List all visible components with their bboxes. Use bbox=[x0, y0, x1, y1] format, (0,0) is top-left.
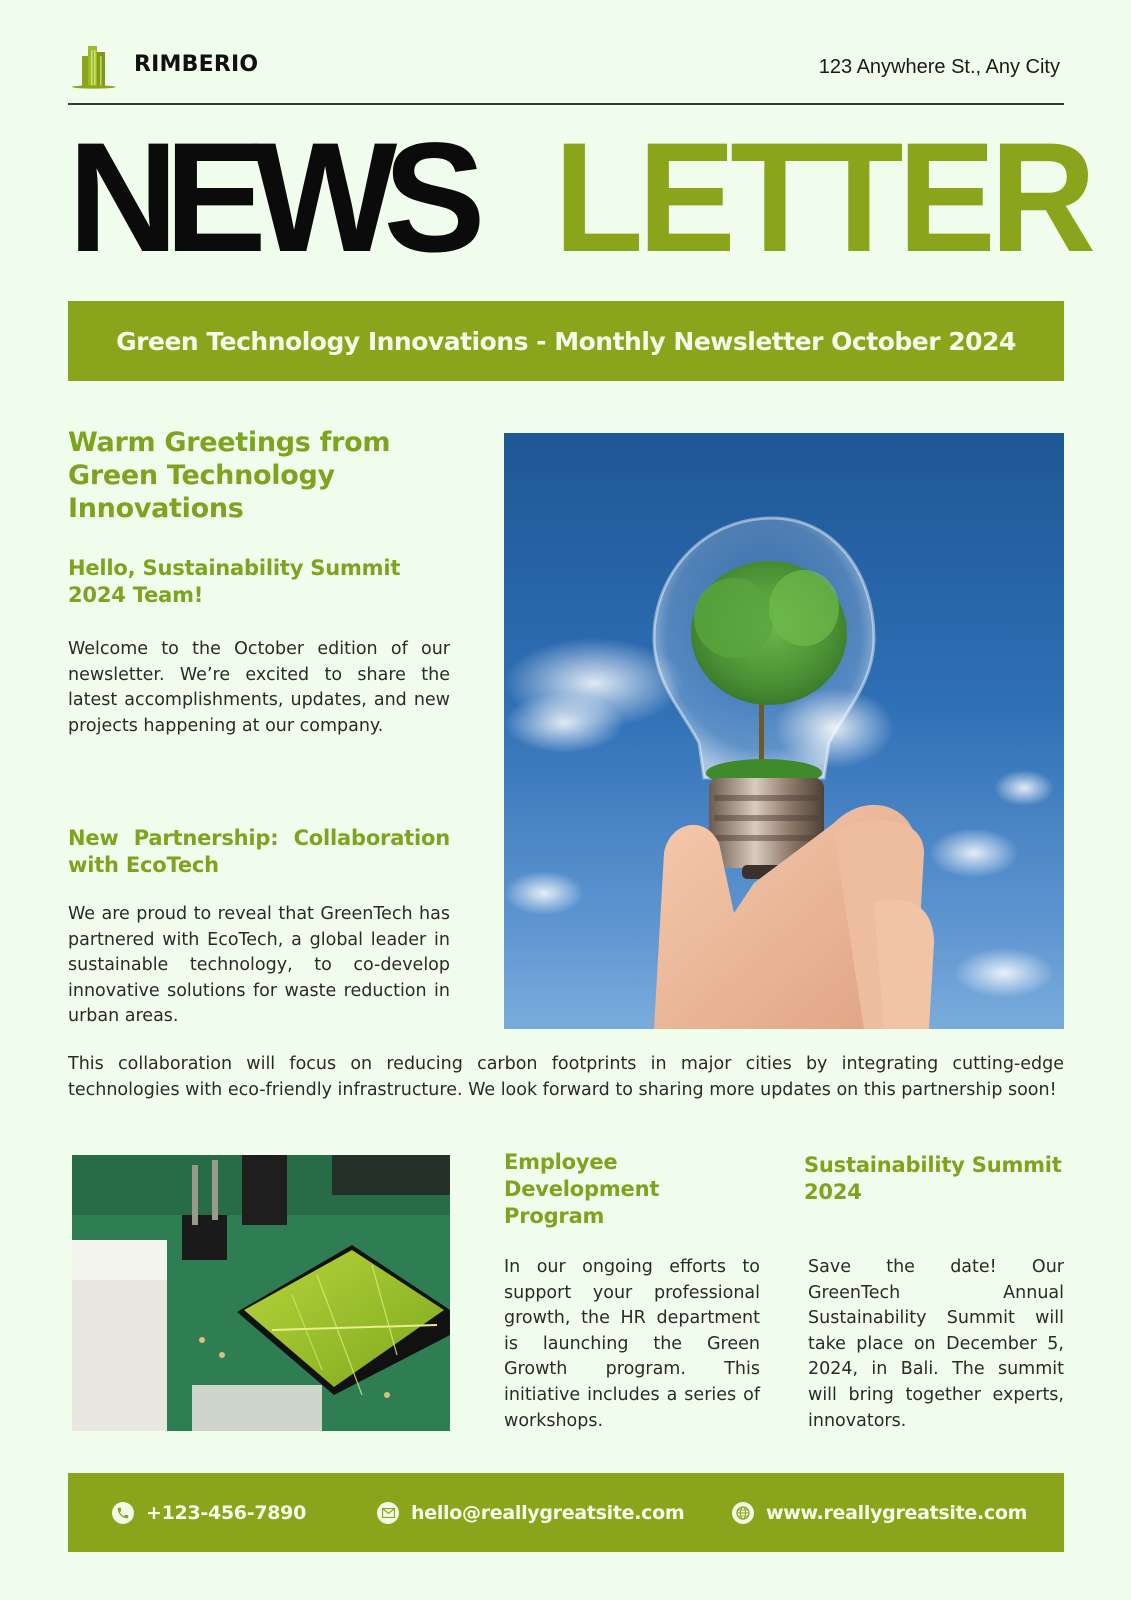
globe-icon bbox=[732, 1502, 754, 1524]
greeting-subtitle: Hello, Sustainability Summit 2024 Team! bbox=[68, 556, 401, 607]
masthead-news: NEWS bbox=[68, 111, 472, 285]
email-address: hello@reallygreatsite.com bbox=[411, 1501, 685, 1524]
greeting-title: Warm Greetings from Green Technology Innovations bbox=[68, 427, 391, 524]
masthead-title bbox=[68, 111, 1091, 285]
employee-program-paragraph: In our ongoing efforts to support your professional growth, the HR department is launching the Green Growth program. This initiative includes a series of workshops. bbox=[504, 1257, 760, 1431]
header-divider bbox=[68, 103, 1064, 105]
contact-email[interactable] bbox=[377, 1473, 684, 1552]
logo-buildings-icon bbox=[70, 42, 118, 90]
brand-name: RIMBERIO bbox=[134, 52, 259, 77]
subtitle-banner bbox=[68, 301, 1064, 381]
email-icon bbox=[377, 1502, 399, 1524]
employee-program-title: Employee Development Program bbox=[504, 1150, 660, 1228]
phone-number: +123-456-7890 bbox=[146, 1501, 306, 1524]
address: 123 Anywhere St., Any City bbox=[818, 56, 1060, 78]
contact-footer bbox=[68, 1473, 1064, 1552]
summit-paragraph: Save the date! Our GreenTech Annual Sustainability Summit will take place on December 5, 2024, in Bali. The summit will bring together experts, innovators. bbox=[808, 1257, 1064, 1431]
summit-title: Sustainability Summit 2024 bbox=[804, 1153, 1062, 1204]
phone-icon bbox=[112, 1502, 134, 1524]
welcome-paragraph: Welcome to the October edition of our newsletter. We’re excited to share the latest accomplishments, updates, and new projects happening at our company. bbox=[68, 639, 450, 736]
website-url: www.reallygreatsite.com bbox=[766, 1501, 1028, 1524]
collaboration-paragraph: This collaboration will focus on reducing carbon footprints in major cities by integrating cutting-edge technologies with eco-friendly infrastructure. We look forward to sharing more updates on this partnership soon! bbox=[68, 1054, 1064, 1100]
masthead-letter: LETTER bbox=[554, 111, 1091, 285]
contact-website[interactable] bbox=[732, 1473, 1027, 1552]
partnership-paragraph: We are proud to reveal that GreenTech has partnered with EcoTech, a global leader in sustainable technology, to co-develop innovative solutions for waste reduction in urban areas. bbox=[68, 904, 450, 1027]
hero-lightbulb-tree-image bbox=[504, 433, 1064, 1029]
banner-text: Green Technology Innovations - Monthly Newsletter October 2024 bbox=[116, 326, 1016, 356]
contact-phone[interactable] bbox=[112, 1473, 306, 1552]
partnership-title: New Partnership: Collaboration with EcoTech bbox=[68, 826, 450, 877]
circuit-leaf-chip-image bbox=[72, 1155, 450, 1431]
